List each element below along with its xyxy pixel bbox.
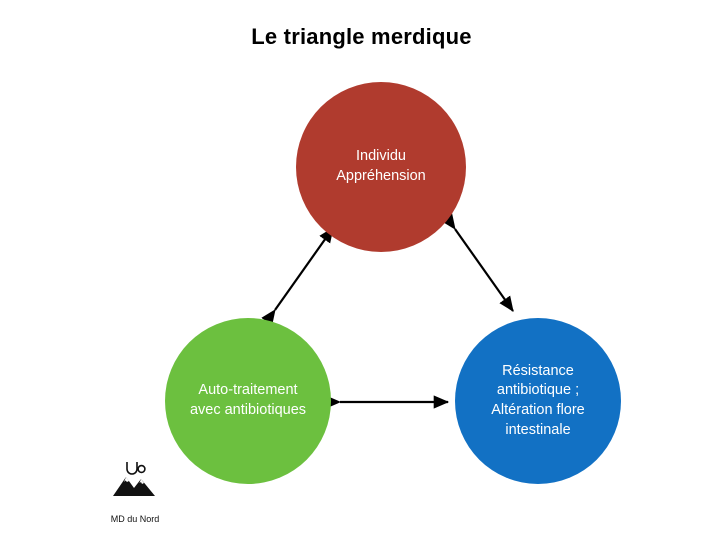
- node-auto-traitement-line-1: Auto-traitement: [198, 382, 298, 399]
- logo: [100, 458, 170, 524]
- mountain-stethoscope-icon: [100, 458, 170, 508]
- node-resistance-line-4: intestinale: [505, 421, 571, 438]
- node-auto-traitement-line-2: avec antibiotiques: [189, 402, 307, 418]
- node-individu-line-1: Individu: [356, 148, 406, 165]
- node-individu-line-2: Appréhension: [336, 168, 426, 184]
- node-auto-traitement: [165, 318, 331, 484]
- logo-caption: MD du Nord: [110, 514, 160, 524]
- node-resistance-line-3: Altération flore: [491, 402, 585, 418]
- connector-left-top: [275, 228, 333, 310]
- connector-top-right: [455, 229, 513, 311]
- node-resistance: [455, 318, 621, 484]
- node-individu: [296, 82, 466, 252]
- node-resistance-line-1: Résistance: [502, 362, 574, 379]
- page-title: Le triangle merdique: [251, 24, 472, 49]
- node-resistance-line-2: antibiotique ;: [496, 382, 580, 399]
